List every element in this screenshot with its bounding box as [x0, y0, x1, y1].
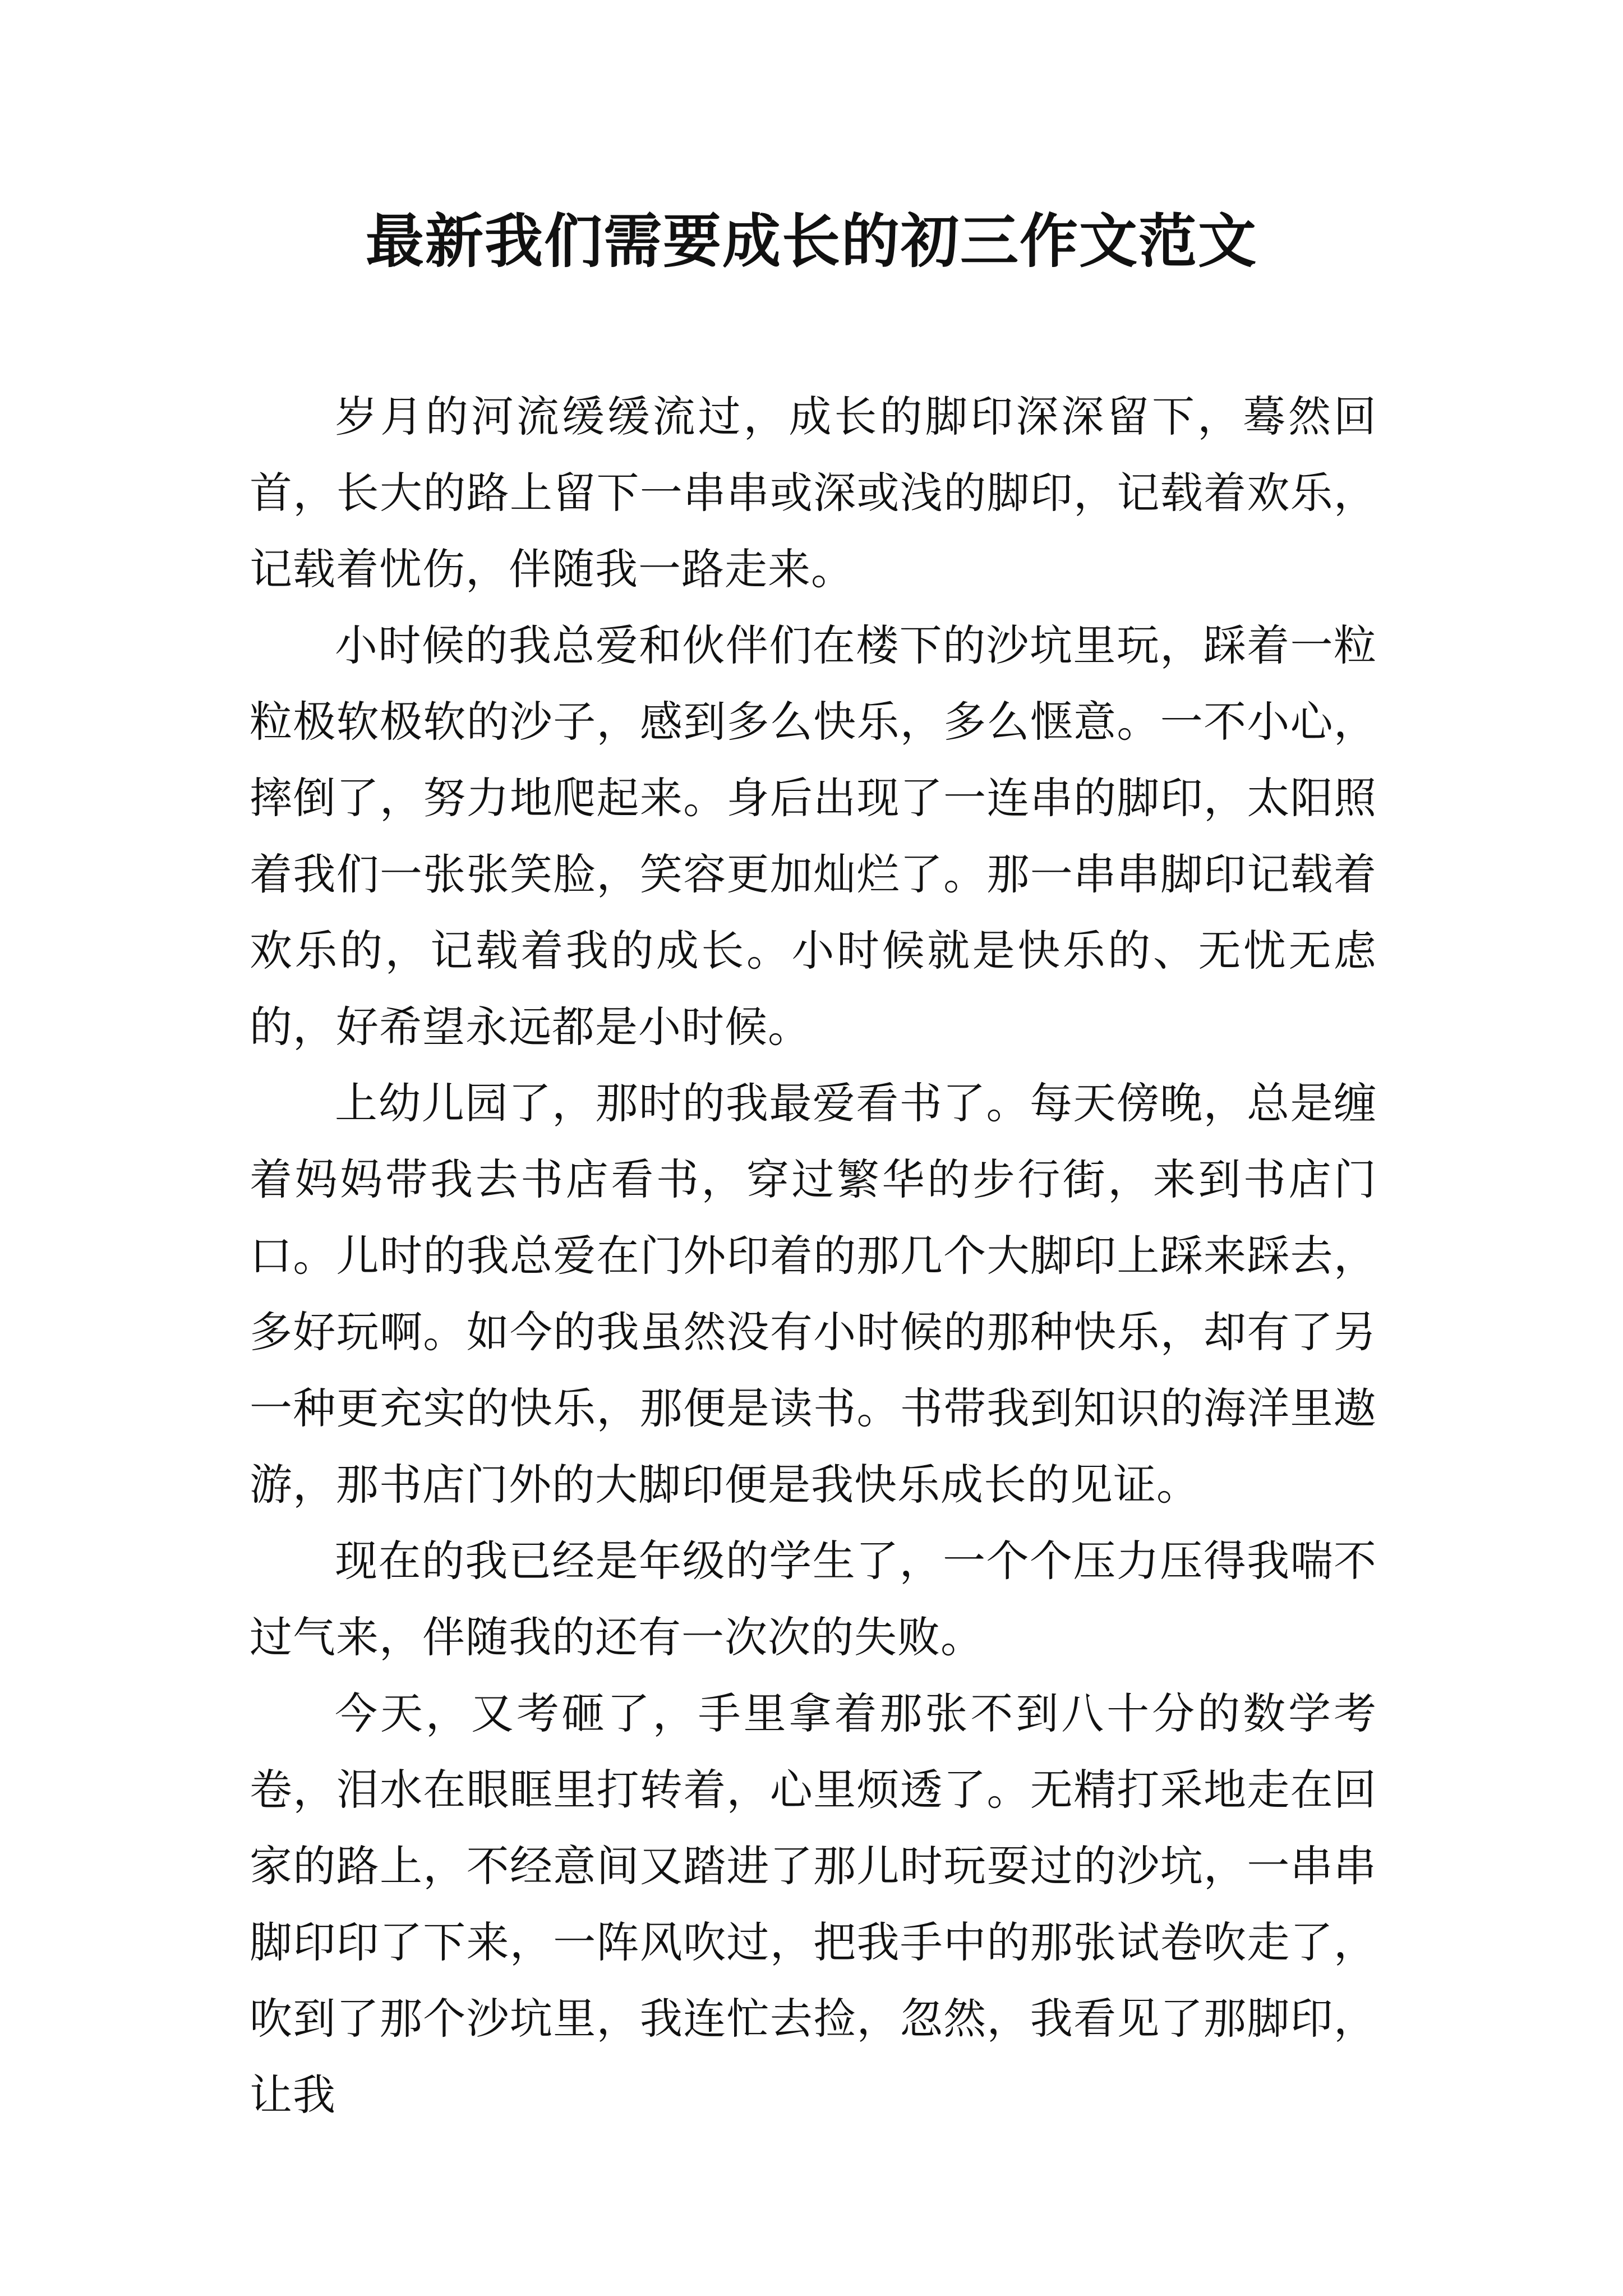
paragraph-3: 上幼儿园了，那时的我最爱看书了。每天傍晚，总是缠着妈妈带我去书店看书，穿过繁华的步行街，来到书店门口。儿时的我总爱在门外印着的那几个大脚印上踩来踩去，多好玩啊。如今的我虽然没有小时候的那种快乐，却有了另一种更充实的快乐，那便是读书。书带我到知识的海洋里遨游，那书店门外的大脚印便是我快乐成长的见证。 — [250, 1078, 1377, 1510]
paragraph-1: 岁月的河流缓缓流过，成长的脚印深深留下，蓦然回首，长大的路上留下一串串或深或浅的脚印，记载着欢乐，记载着忧伤，伴随我一路走来。 — [250, 392, 1377, 594]
paragraph-4: 现在的我已经是年级的学生了，一个个压力压得我喘不过气来，伴随我的还有一次次的失败。 — [250, 1536, 1377, 1662]
paragraph-5: 今天，又考砸了，手里拿着那张不到八十分的数学考卷，泪水在眼眶里打转着，心里烦透了。无精打采地走在回家的路上，不经意间又踏进了那儿时玩耍过的沙坑，一串串脚印印了下来，一阵风吹过，把我手中的那张试卷吹走了，吹到了那个沙坑里，我连忙去捡，忽然，我看见了那脚印，让我 — [250, 1688, 1377, 2120]
document-title: 最新我们需要成长的初三作文范文 — [365, 207, 1257, 275]
paragraph-2: 小时候的我总爱和伙伴们在楼下的沙坑里玩，踩着一粒粒极软极软的沙子，感到多么快乐，多么惬意。一不小心，摔倒了，努力地爬起来。身后出现了一连串的脚印，太阳照着我们一张张笑脸，笑容更加灿烂了。那一串串脚印记载着欢乐的，记载着我的成长。小时候就是快乐的、无忧无虑的，好希望永远都是小时候。 — [250, 620, 1377, 1052]
document-body — [250, 379, 1377, 2133]
